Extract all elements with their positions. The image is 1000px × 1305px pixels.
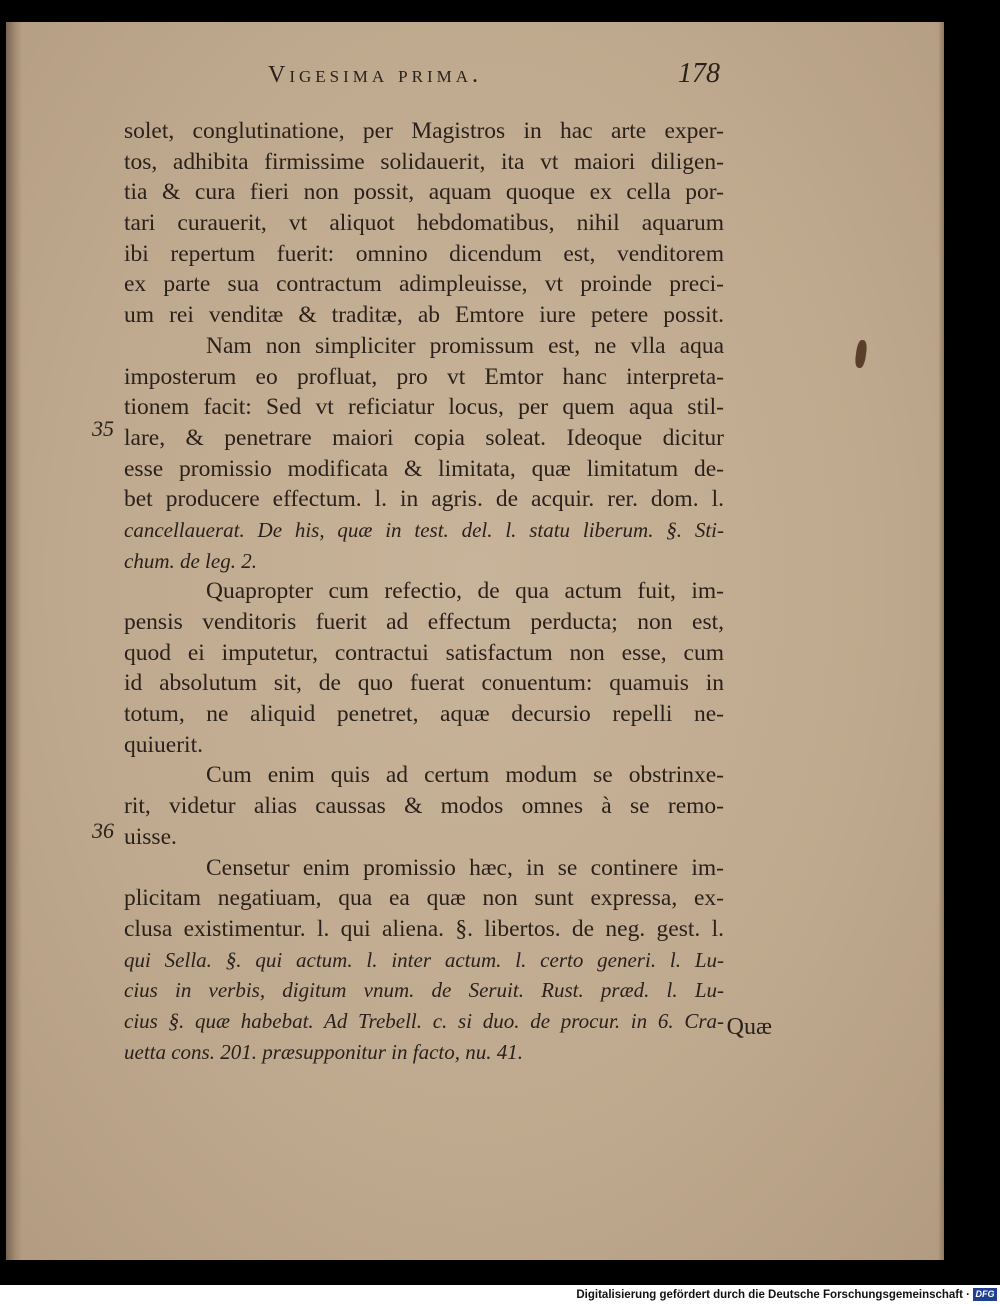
text-line: totum, ne aliquid penetret, aquæ decursio repelli ne- [124, 701, 724, 728]
text-line: imposterum eo profluat, pro vt Emtor hanc interpreta- [124, 363, 724, 390]
citation-line: cius §. quæ habebat. Ad Trebell. c. si duo. de procur. in 6. Cra- [124, 1008, 724, 1033]
text-line: tionem facit: Sed vt reficiatur locus, per quem aqua stil- [124, 394, 724, 421]
text-line: clusa existimentur. l. qui aliena. §. libertos. de neg. gest. l. [124, 915, 724, 942]
page-number: 178 [678, 58, 720, 89]
text-line: solet, conglutinatione, per Magistros in hac arte exper- [124, 118, 724, 144]
text-line: bet producere effectum. l. in agris. de acquir. rer. dom. l. [124, 486, 724, 513]
text-line: quod ei imputetur, contractui satisfactum non esse, cum [124, 639, 724, 666]
page-shadow-left [6, 22, 22, 1260]
text-line: ex parte sua contractum adimpleuisse, vt proinde preci- [124, 271, 724, 298]
text-line: um rei venditæ & traditæ, ab Emtore iure petere possit. [124, 302, 724, 329]
margin-number-35: 35 [92, 416, 114, 441]
text-line: Nam non simpliciter promissum est, ne vlla aqua [206, 332, 724, 359]
text-line: pensis venditoris fuerit ad effectum perducta; non est, [124, 609, 724, 635]
text-line: lare, & penetrare maiori copia soleat. Ideoque dicitur [124, 424, 724, 451]
page-shadow-right [938, 22, 944, 1260]
text-line: esse promissio modificata & limitata, quæ limitatum de- [124, 455, 724, 482]
citation-line: chum. de leg. 2. [124, 548, 257, 573]
catchword: Quæ [726, 1014, 772, 1040]
margin-number-36: 36 [92, 818, 114, 843]
page-header [268, 58, 720, 96]
text-line: Cum enim quis ad certum modum se obstrinxe- [206, 762, 724, 789]
text-line: ibi repertum fuerit: omnino dicendum est, venditorem [124, 240, 724, 267]
text-line: tos, adhibita firmissime solidauerit, ita vt maiori diligen- [124, 148, 724, 175]
citation-line: qui Sella. §. qui actum. l. inter actum. l. certo generi. l. Lu- [124, 947, 724, 972]
text-line: tari curauerit, vt aliquot hebdomatibus, nihil aquarum [124, 210, 724, 237]
ink-blot [854, 339, 868, 368]
text-line: id absolutum sit, de quo fuerat conuentum: quamuis in [124, 670, 724, 697]
citation-line: uetta cons. 201. præsupponitur in facto, nu. 41. [124, 1039, 523, 1064]
body-text [124, 116, 724, 1067]
running-title: Vigesima prima. [268, 62, 483, 88]
text-line: Quapropter cum refectio, de qua actum fuit, im- [206, 578, 724, 605]
citation-line: cius in verbis, digitum vnum. de Seruit. Rust. præd. l. Lu- [124, 978, 724, 1003]
funding-credit: Digitalisierung gefördert durch die Deutsche Forschungsgemeinschaft · [576, 1289, 970, 1301]
dfg-logo: DFG [973, 1288, 997, 1301]
citation-line: cancellauerat. De his, quæ in test. del. l. statu liberum. §. Sti- [124, 517, 724, 542]
text-line: rit, videtur alias caussas & modos omnes à se remo- [124, 793, 724, 820]
text-line: plicitam negatiuam, qua ea quæ non sunt expressa, ex- [124, 885, 724, 912]
text-line: quiuerit. [124, 731, 203, 758]
text-line: Censetur enim promissio hæc, in se continere im- [206, 854, 724, 881]
text-line: uisse. [124, 823, 177, 850]
text-line: tia & cura fieri non possit, aquam quoque ex cella por- [124, 179, 724, 206]
